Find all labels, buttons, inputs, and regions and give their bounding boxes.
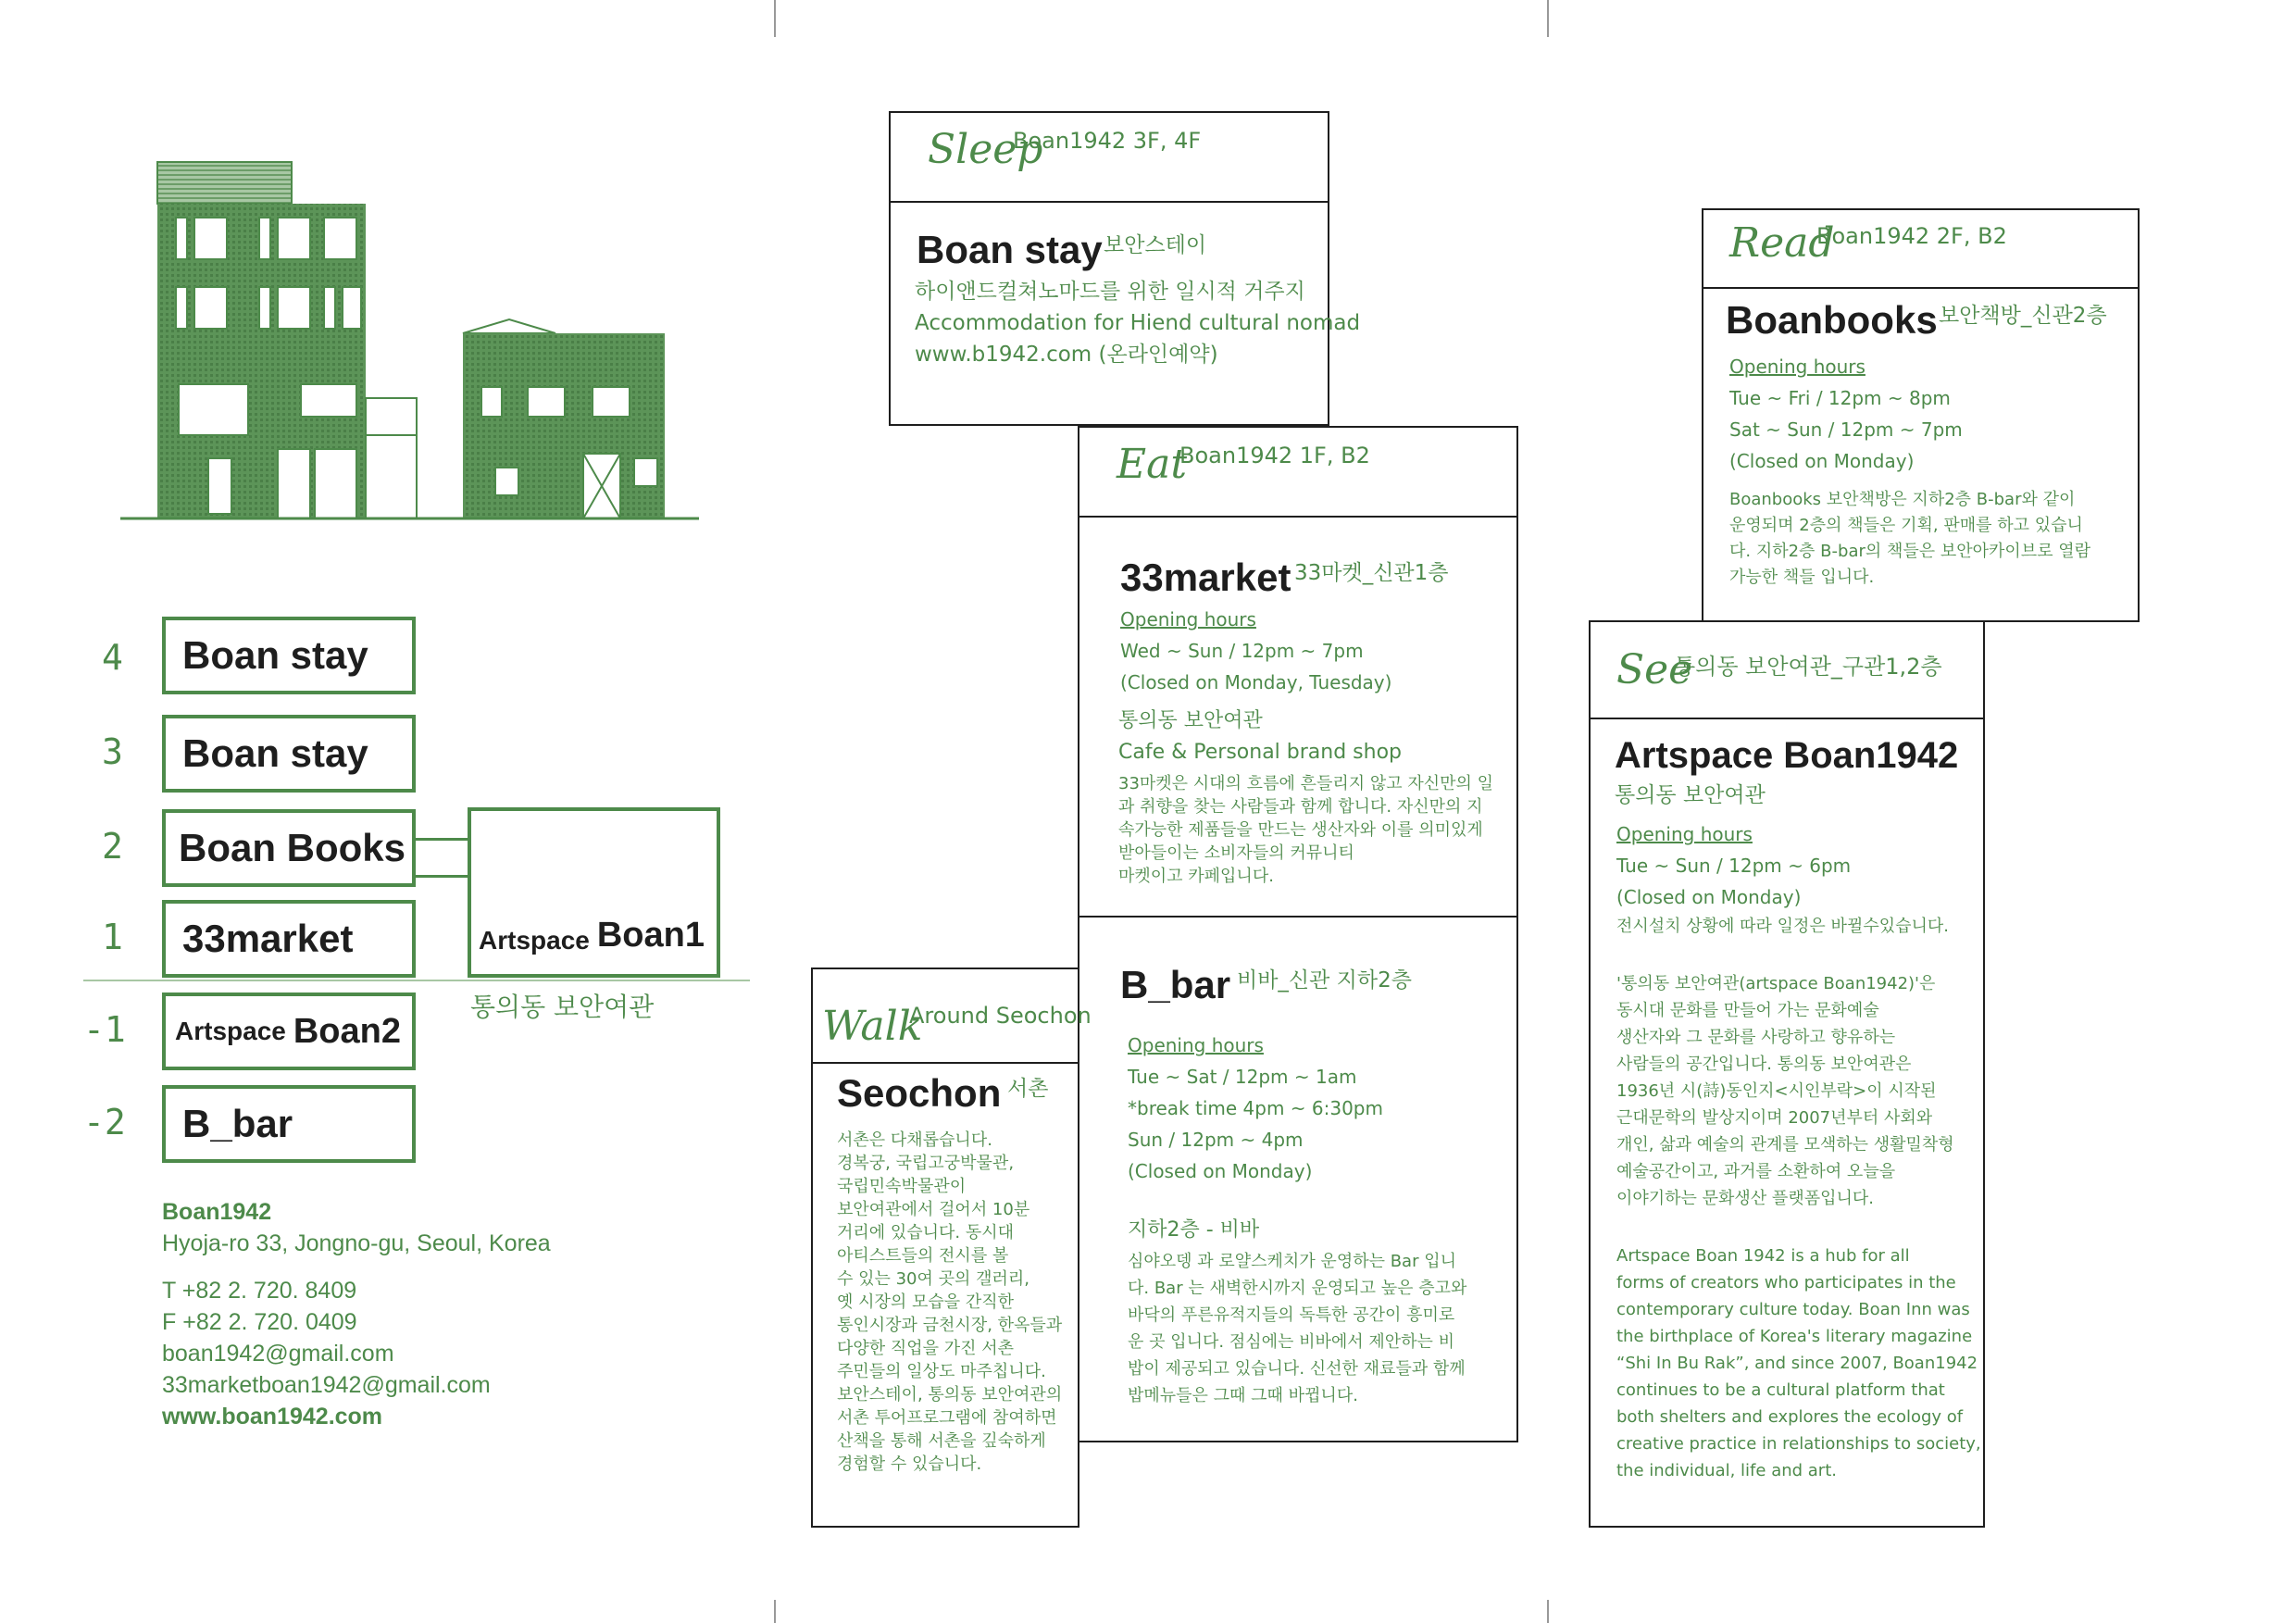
eat-desc-1: 33마켓은 시대의 흐름에 흔들리지 않고 자신만의 일	[1118, 774, 1493, 793]
see-title-ko: 통의동 보안여관	[1615, 783, 1766, 807]
sleep-line-1: 하이앤드컬쳐노마드를 위한 일시적 거주지	[915, 280, 1305, 304]
floor-b1-label: Boan2	[293, 1011, 401, 1051]
eat-sub-2: Cafe & Personal brand shop	[1118, 741, 1403, 764]
eat-desc-4: 받아들이는 소비자들의 커뮤니티	[1118, 843, 1354, 863]
read-hours-label: Opening hours	[1729, 356, 1866, 378]
read-title: Boanbooks	[1726, 298, 1938, 342]
see-desc-ko-8: 예술공간이고, 과거를 소환하여 오늘을	[1616, 1162, 1896, 1181]
sleep-location: Boan1942 3F, 4F	[1013, 128, 1202, 154]
see-card	[1589, 620, 1985, 1528]
read-category: Read	[1729, 219, 1835, 267]
eat-hours-2: (Closed on Monday, Tuesday)	[1120, 671, 1392, 693]
sleep-category: Sleep	[928, 126, 1043, 173]
see-hours-2: (Closed on Monday)	[1616, 886, 1802, 908]
walk-title-ko: 서촌	[1007, 1077, 1049, 1101]
fold-mark-bottom-right	[1547, 1600, 1549, 1623]
sleep-card	[889, 111, 1361, 426]
annex-prefix: Artspace	[479, 926, 590, 955]
building-illustration	[116, 157, 708, 528]
bbar-hours-label: Opening hours	[1128, 1034, 1264, 1056]
eat-category: Eat	[1117, 441, 1188, 488]
eat-hours-label: Opening hours	[1120, 608, 1256, 630]
sleep-line-2: Accommodation for Hiend cultural nomad	[915, 311, 1361, 335]
walk-desc-7: 수 있는 30여 곳의 갤러리,	[837, 1269, 1030, 1289]
walk-desc-6: 아티스트들의 전시를 볼	[837, 1246, 1009, 1266]
floor-number-4: 4	[102, 637, 123, 678]
see-desc-ko-1: '통의동 보안여관(artspace Boan1942)'은	[1616, 974, 1936, 993]
walk-category: Walk	[822, 1003, 923, 1050]
walk-desc-2: 경복궁, 국립고궁박물관,	[837, 1154, 1015, 1173]
eat-desc-5: 마켓이고 카페입니다.	[1118, 867, 1274, 886]
read-hours-1: Tue ~ Fri / 12pm ~ 8pm	[1729, 387, 1951, 409]
eat-title-ko: 33마켓_신관1층	[1294, 561, 1449, 585]
address-web[interactable]: www.boan1942.com	[162, 1404, 383, 1429]
fold-mark-bottom-left	[774, 1600, 776, 1623]
floor-4-box	[162, 617, 416, 694]
see-desc-en-9: the individual, life and art.	[1616, 1461, 1837, 1480]
see-card-header	[1591, 622, 1983, 719]
read-desc-1: Boanbooks 보안책방은 지하2층 B-bar와 같이	[1729, 490, 2076, 509]
walk-card-header	[813, 969, 1092, 1064]
walk-card	[811, 968, 1092, 1528]
see-desc-en-8: creative practice in relationships to society,	[1616, 1434, 1981, 1454]
see-desc-ko-9: 이야기하는 문화생산 플랫폼입니다.	[1616, 1189, 1874, 1208]
connector-2f	[416, 838, 469, 841]
read-card-header	[1703, 210, 2138, 289]
read-title-ko: 보안책방_신관2층	[1939, 304, 2107, 328]
fold-mark-top-right	[1547, 0, 1549, 37]
walk-desc-4: 보안여관에서 걸어서 10분	[837, 1200, 1030, 1219]
floor-b1-box	[162, 993, 416, 1070]
floor-b1-prefix: Artspace	[175, 1017, 286, 1045]
walk-title: Seochon	[837, 1071, 1002, 1115]
read-hours-2: Sat ~ Sun / 12pm ~ 7pm	[1729, 418, 1963, 441]
see-category: See	[1616, 646, 1693, 693]
walk-desc-8: 옛 시장의 모습을 간직한	[837, 1292, 1015, 1312]
walk-desc-5: 거리에 있습니다. 동시대	[837, 1223, 1015, 1242]
eat-location: Boan1942 1F, B2	[1179, 443, 1370, 468]
see-desc-en-6: continues to be a cultural platform that	[1616, 1380, 1945, 1400]
walk-desc-12: 보안스테이, 통의동 보안여관의	[837, 1385, 1063, 1405]
bbar-hours-2: *break time 4pm ~ 6:30pm	[1128, 1097, 1383, 1119]
fold-mark-top-left	[774, 0, 776, 37]
address-email-2[interactable]: 33marketboan1942@gmail.com	[162, 1372, 491, 1398]
eat-hours-1: Wed ~ Sun / 12pm ~ 7pm	[1120, 640, 1364, 662]
bbar-desc-2: 다. Bar 는 새벽한시까지 운영되고 높은 층고와	[1128, 1279, 1467, 1298]
see-desc-en-5: “Shi In Bu Rak”, and since 2007, Boan1942	[1616, 1354, 1978, 1373]
floor-number-b2: -2	[83, 1102, 126, 1142]
sleep-title: Boan stay	[917, 228, 1103, 271]
sleep-card-header	[891, 113, 1328, 203]
read-location: Boan1942 2F, B2	[1816, 223, 2007, 249]
see-desc-en-1: Artspace Boan 1942 is a hub for all	[1616, 1246, 1910, 1266]
eat-divider	[1079, 916, 1516, 918]
floor-b2-label: B_bar	[182, 1102, 293, 1145]
walk-desc-9: 통인시장과 금천시장, 한옥들과	[837, 1316, 1063, 1335]
floor-3-label: Boan stay	[182, 731, 368, 775]
bbar-desc-6: 밥메뉴들은 그때 그때 바뀝니다.	[1128, 1386, 1358, 1405]
bbar-hours-4: (Closed on Monday)	[1128, 1160, 1313, 1182]
floor-number-1: 1	[102, 917, 123, 957]
bbar-desc-3: 바닥의 푸른유적지들의 독특한 공간이 흥미로	[1128, 1305, 1455, 1325]
floor-1-label: 33market	[182, 917, 354, 960]
walk-desc-15: 경험할 수 있습니다.	[837, 1454, 982, 1474]
floor-3-box	[162, 715, 416, 793]
address-tel: T +82 2. 720. 8409	[162, 1278, 357, 1304]
floor-b2-box	[162, 1085, 416, 1163]
address-fax: F +82 2. 720. 0409	[162, 1309, 357, 1335]
floor-number-3: 3	[102, 731, 123, 772]
address-street: Hyoja-ro 33, Jongno-gu, Seoul, Korea	[162, 1230, 551, 1256]
see-desc-en-4: the birthplace of Korea's literary magazine	[1616, 1327, 1973, 1346]
bbar-desc-4: 운 곳 입니다. 점심에는 비바에서 제안하는 비	[1128, 1332, 1455, 1352]
bbar-desc-1: 심야오뎅 과 로얄스케치가 운영하는 Bar 입니	[1128, 1252, 1456, 1271]
see-hours-1: Tue ~ Sun / 12pm ~ 6pm	[1616, 855, 1852, 877]
floor-number-2: 2	[102, 826, 123, 867]
eat-sub-1: 통의동 보안여관	[1118, 709, 1263, 732]
see-desc-ko-5: 1936년 시(詩)동인지<시인부락>이 시작된	[1616, 1081, 1937, 1101]
bbar-hours-1: Tue ~ Sat / 12pm ~ 1am	[1128, 1066, 1357, 1088]
annex-label: Boan1	[596, 916, 705, 955]
bbar-hours-3: Sun / 12pm ~ 4pm	[1128, 1129, 1304, 1151]
eat-card	[1078, 426, 1518, 1442]
ground-line	[83, 980, 750, 981]
walk-desc-13: 서촌 투어프로그램에 참여하면	[837, 1408, 1057, 1428]
walk-desc-3: 국립민속박물관이	[837, 1177, 967, 1196]
annex-caption: 통의동 보안여관	[470, 992, 655, 1022]
bbar-desc-5: 밥이 제공되고 있습니다. 신선한 재료들과 함께	[1128, 1359, 1466, 1379]
see-title: Artspace Boan1942	[1615, 735, 1959, 776]
see-desc-ko-6: 근대문학의 발상지이며 2007년부터 사회와	[1616, 1108, 1933, 1128]
floor-number-b1: -1	[83, 1009, 126, 1050]
read-desc-4: 가능한 책들 입니다.	[1729, 568, 1875, 587]
connector-2f-lower	[416, 875, 469, 878]
eat-card-header	[1079, 428, 1516, 518]
see-desc-en-7: both shelters and explores the ecology of	[1616, 1407, 1964, 1427]
see-hours-label: Opening hours	[1616, 823, 1753, 845]
bbar-title: B_bar	[1120, 963, 1231, 1006]
walk-desc-14: 산책을 통해 서촌을 깊숙하게	[837, 1431, 1046, 1451]
see-desc-ko-3: 생산자와 그 문화를 사랑하고 향유하는	[1616, 1028, 1896, 1047]
walk-desc-1: 서촌은 다채롭습니다.	[837, 1130, 992, 1150]
eat-title: 33market	[1120, 556, 1292, 599]
see-note: 전시설치 상황에 따라 일정은 바뀔수있습니다.	[1616, 917, 1949, 936]
see-desc-en-3: contemporary culture today. Boan Inn was	[1616, 1300, 1970, 1319]
sleep-title-ko: 보안스테이	[1104, 233, 1207, 257]
floor-2-box	[162, 809, 416, 887]
walk-desc-11: 주민들의 일상도 마주칩니다.	[837, 1362, 1046, 1381]
read-card	[1702, 208, 2140, 622]
bbar-sub: 지하2층 - 비바	[1128, 1218, 1260, 1242]
sleep-line-3[interactable]: www.b1942.com (온라인예약)	[915, 343, 1218, 367]
annex-box	[468, 807, 720, 978]
see-desc-ko-4: 사람들의 공간입니다. 통의동 보안여관은	[1616, 1055, 1912, 1074]
read-hours-3: (Closed on Monday)	[1729, 450, 1915, 472]
read-desc-3: 다. 지하2층 B-bar의 책들은 보안아카이브로 열람	[1729, 542, 2091, 561]
see-desc-en-2: forms of creators who participates in the	[1616, 1273, 1956, 1292]
walk-location: Around Seochon	[909, 1003, 1092, 1029]
address-name: Boan1942	[162, 1199, 272, 1225]
see-desc-ko-2: 동시대 문화를 만들어 가는 문화예술	[1616, 1001, 1879, 1020]
eat-desc-2: 과 취향을 찾는 사람들과 함께 합니다. 자신만의 지	[1118, 797, 1483, 817]
floor-1-box	[162, 900, 416, 978]
see-location: 통의동 보안여관_구관1,2층	[1674, 654, 1942, 680]
eat-desc-3: 속가능한 제품들을 만드는 생산자와 이를 의미있게	[1118, 820, 1483, 840]
address-email-1[interactable]: boan1942@gmail.com	[162, 1341, 394, 1367]
see-desc-ko-7: 개인, 삶과 예술의 관계를 모색하는 생활밀착형	[1616, 1135, 1954, 1155]
floor-4-label: Boan stay	[182, 633, 368, 677]
bbar-title-ko: 비바_신관 지하2층	[1237, 968, 1412, 993]
read-desc-2: 운영되며 2층의 책들은 기획, 판매를 하고 있습니	[1729, 516, 2083, 535]
walk-desc-10: 다양한 직업을 가진 서촌	[837, 1339, 1015, 1358]
floor-2-label: Boan Books	[179, 826, 406, 869]
